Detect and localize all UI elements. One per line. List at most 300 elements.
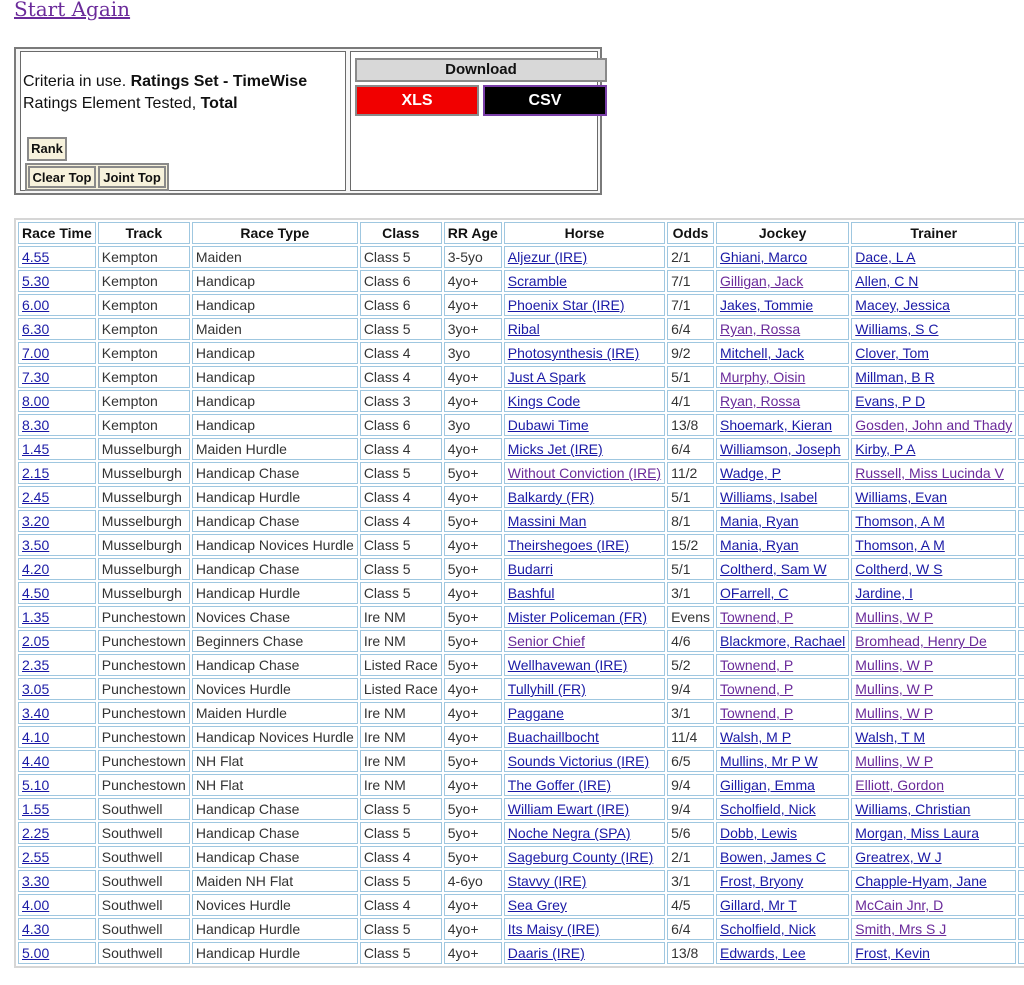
clear-top-button[interactable]: Clear Top [28, 166, 96, 188]
horse-cell [504, 798, 665, 820]
table-row [18, 294, 1024, 316]
trainer-cell [851, 390, 1016, 412]
race-time-link[interactable]: 6.30 [22, 321, 50, 337]
table-row [18, 702, 1024, 724]
class-cell: Class 5 [360, 534, 442, 556]
trainer-cell [851, 918, 1016, 940]
trainer-cell [851, 654, 1016, 676]
type-cell: Novices Chase [192, 606, 358, 628]
rank-button[interactable]: Rank [27, 137, 67, 161]
odds-cell: 5/6 [667, 822, 714, 844]
race-time-link[interactable]: 2.35 [22, 657, 50, 673]
jockey-link[interactable]: OFarrell, C [720, 585, 789, 601]
trainer-cell [851, 342, 1016, 364]
jockey-link[interactable]: Townend, P [720, 609, 794, 625]
trainer-link[interactable]: Chapple-Hyam, Jane [855, 873, 987, 889]
horse-cell [504, 318, 665, 340]
trainer-link[interactable]: Dace, L A [855, 249, 916, 265]
odds-cell: 6/5 [667, 750, 714, 772]
race-time-link[interactable]: 1.45 [22, 441, 50, 457]
time-cell [18, 822, 96, 844]
horse-link[interactable]: Sageburg County (IRE) [507, 849, 654, 865]
trainer-link[interactable]: Williams, S C [855, 321, 939, 337]
race-time-link[interactable]: 4.10 [22, 729, 50, 745]
horse-link[interactable]: Sea Grey [507, 897, 567, 913]
jockey-link[interactable]: Townend, P [720, 705, 794, 721]
horse-link[interactable]: Sounds Victorius (IRE) [507, 753, 650, 769]
track-cell: Punchestown [98, 654, 190, 676]
jockey-link[interactable]: Ghiani, Marco [720, 249, 808, 265]
race-time-link[interactable]: 8.30 [22, 417, 50, 433]
class-cell: Ire NM [360, 726, 442, 748]
jockey-cell [716, 510, 849, 532]
trainer-link[interactable]: Macey, Jessica [855, 297, 950, 313]
joint-top-button[interactable]: Joint Top [98, 166, 166, 188]
time-cell [18, 918, 96, 940]
horse-link[interactable]: Balkardy (FR) [507, 489, 595, 505]
track-cell: Kempton [98, 366, 190, 388]
jockey-link[interactable]: Jakes, Tommie [720, 297, 814, 313]
top-buttons-group [25, 163, 169, 191]
odds-cell: 5/1 [667, 486, 714, 508]
trainer-cell [851, 294, 1016, 316]
odds-cell: 9/4 [667, 774, 714, 796]
trainer-cell [851, 822, 1016, 844]
track-cell: Punchestown [98, 774, 190, 796]
trainer-link[interactable]: Bromhead, Henry De [855, 633, 987, 649]
trainer-link[interactable]: Allen, C N [855, 273, 919, 289]
jockey-link[interactable]: Ryan, Rossa [720, 393, 801, 409]
horse-cell [504, 894, 665, 916]
horse-cell [504, 342, 665, 364]
jockey-link[interactable]: Mania, Ryan [720, 537, 799, 553]
class-cell: Class 4 [360, 894, 442, 916]
horse-link[interactable]: Its Maisy (IRE) [507, 921, 600, 937]
race-time-link[interactable]: 4.40 [22, 753, 50, 769]
horse-link[interactable]: Noche Negra (SPA) [507, 825, 631, 841]
criteria-label: Criteria in use. [23, 73, 131, 90]
trainer-cell [851, 414, 1016, 436]
track-cell: Musselburgh [98, 438, 190, 460]
overflow-cell [1018, 798, 1024, 820]
time-cell [18, 486, 96, 508]
odds-cell: 9/4 [667, 798, 714, 820]
trainer-link[interactable]: Mullins, W P [855, 753, 934, 769]
trainer-link[interactable]: Morgan, Miss Laura [855, 825, 979, 841]
track-cell: Southwell [98, 798, 190, 820]
time-cell [18, 558, 96, 580]
table-row [18, 750, 1024, 772]
race-time-link[interactable]: 2.45 [22, 489, 50, 505]
horse-cell [504, 846, 665, 868]
trainer-cell [851, 582, 1016, 604]
class-cell: Class 5 [360, 246, 442, 268]
age-cell: 5yo+ [444, 822, 502, 844]
age-cell: 5yo+ [444, 510, 502, 532]
jockey-link[interactable]: Shoemark, Kieran [720, 417, 833, 433]
table-row [18, 630, 1024, 652]
criteria-info [20, 51, 346, 191]
jockey-link[interactable]: Walsh, M P [720, 729, 792, 745]
horse-link[interactable]: Phoenix Star (IRE) [507, 297, 625, 313]
horse-cell [504, 270, 665, 292]
type-cell: Handicap [192, 366, 358, 388]
horse-link[interactable]: Scramble [507, 273, 567, 289]
jockey-cell [716, 678, 849, 700]
track-cell: Musselburgh [98, 558, 190, 580]
horse-cell [504, 510, 665, 532]
trainer-cell [851, 702, 1016, 724]
overflow-cell [1018, 582, 1024, 604]
horse-cell [504, 366, 665, 388]
horse-cell [504, 918, 665, 940]
table-row [18, 414, 1024, 436]
trainer-cell [851, 510, 1016, 532]
overflow-cell [1018, 534, 1024, 556]
type-cell: Maiden Hurdle [192, 702, 358, 724]
table-row [18, 918, 1024, 940]
race-time-link[interactable]: 4.55 [22, 249, 50, 265]
start-again-link[interactable]: Start Again [14, 0, 131, 21]
horse-link[interactable]: The Goffer (IRE) [507, 777, 612, 793]
race-time-link[interactable]: 3.30 [22, 873, 50, 889]
element-label: Ratings Element Tested, [23, 95, 201, 112]
results-table-container [14, 218, 1024, 968]
type-cell: NH Flat [192, 774, 358, 796]
trainer-cell [851, 774, 1016, 796]
jockey-link[interactable]: Townend, P [720, 657, 794, 673]
overflow-cell [1018, 726, 1024, 748]
horse-link[interactable]: Just A Spark [507, 369, 586, 385]
age-cell: 4yo+ [444, 894, 502, 916]
class-cell: Ire NM [360, 774, 442, 796]
jockey-link[interactable]: Mania, Ryan [720, 513, 799, 529]
class-cell: Class 6 [360, 414, 442, 436]
horse-link[interactable]: Ribal [507, 321, 540, 337]
race-time-link[interactable]: 3.05 [22, 681, 50, 697]
class-cell: Class 5 [360, 582, 442, 604]
table-row [18, 462, 1024, 484]
trainer-cell [851, 606, 1016, 628]
horse-link[interactable]: Theirshegoes (IRE) [507, 537, 630, 553]
table-row [18, 870, 1024, 892]
odds-cell: 13/8 [667, 942, 714, 964]
time-cell [18, 390, 96, 412]
jockey-cell [716, 294, 849, 316]
trainer-link[interactable]: Kirby, P A [855, 441, 916, 457]
horse-link[interactable]: Stavvy (IRE) [507, 873, 587, 889]
trainer-link[interactable]: Frost, Kevin [855, 945, 930, 961]
horse-cell [504, 678, 665, 700]
horse-link[interactable]: Without Conviction (IRE) [507, 465, 662, 481]
race-time-link[interactable]: 2.55 [22, 849, 50, 865]
trainer-link[interactable]: Walsh, T M [855, 729, 926, 745]
age-cell: 5yo+ [444, 462, 502, 484]
age-cell: 4yo+ [444, 438, 502, 460]
race-time-link[interactable]: 8.00 [22, 393, 50, 409]
trainer-link[interactable]: Jardine, I [855, 585, 913, 601]
trainer-link[interactable]: Williams, Christian [855, 801, 971, 817]
track-cell: Southwell [98, 846, 190, 868]
horse-link[interactable]: Dubawi Time [507, 417, 589, 433]
table-row [18, 846, 1024, 868]
time-cell [18, 438, 96, 460]
horse-link[interactable]: Massini Man [507, 513, 587, 529]
track-cell: Punchestown [98, 678, 190, 700]
jockey-cell [716, 702, 849, 724]
table-row [18, 486, 1024, 508]
race-time-link[interactable]: 4.20 [22, 561, 50, 577]
age-cell: 5yo+ [444, 798, 502, 820]
track-cell: Southwell [98, 870, 190, 892]
type-cell: Handicap Hurdle [192, 942, 358, 964]
horse-cell [504, 870, 665, 892]
trainer-cell [851, 246, 1016, 268]
results-table [16, 220, 1024, 966]
race-time-link[interactable]: 5.30 [22, 273, 50, 289]
trainer-link[interactable]: Mullins, W P [855, 657, 934, 673]
table-row [18, 558, 1024, 580]
overflow-cell [1018, 246, 1024, 268]
jockey-link[interactable]: Coltherd, Sam W [720, 561, 827, 577]
table-header-row [18, 222, 1024, 244]
age-cell: 4yo+ [444, 582, 502, 604]
trainer-cell [851, 318, 1016, 340]
trainer-link[interactable]: Mullins, W P [855, 705, 934, 721]
jockey-link[interactable]: Mullins, Mr P W [720, 753, 818, 769]
horse-link[interactable]: Kings Code [507, 393, 581, 409]
horse-link[interactable]: Photosynthesis (IRE) [507, 345, 640, 361]
trainer-cell [851, 846, 1016, 868]
race-time-link[interactable]: 4.30 [22, 921, 50, 937]
jockey-cell [716, 390, 849, 412]
track-cell: Southwell [98, 822, 190, 844]
horse-cell [504, 774, 665, 796]
race-time-link[interactable]: 3.40 [22, 705, 50, 721]
horse-cell [504, 534, 665, 556]
odds-cell: 8/1 [667, 510, 714, 532]
type-cell: Handicap Chase [192, 654, 358, 676]
table-row [18, 582, 1024, 604]
class-cell: Class 5 [360, 318, 442, 340]
type-cell: Handicap [192, 342, 358, 364]
trainer-link[interactable]: Smith, Mrs S J [855, 921, 947, 937]
track-cell: Kempton [98, 390, 190, 412]
trainer-link[interactable]: Coltherd, W S [855, 561, 943, 577]
race-time-link[interactable]: 6.00 [22, 297, 50, 313]
trainer-cell [851, 942, 1016, 964]
race-time-link[interactable]: 1.35 [22, 609, 50, 625]
age-cell: 4yo+ [444, 390, 502, 412]
jockey-link[interactable]: Frost, Bryony [720, 873, 804, 889]
type-cell: Handicap Chase [192, 462, 358, 484]
age-cell: 4yo+ [444, 270, 502, 292]
race-time-link[interactable]: 3.50 [22, 537, 50, 553]
type-cell: Handicap Chase [192, 510, 358, 532]
jockey-link[interactable]: Murphy, Oisin [720, 369, 806, 385]
class-cell: Ire NM [360, 606, 442, 628]
jockey-cell [716, 606, 849, 628]
column-header: Class [360, 222, 442, 244]
age-cell: 4yo+ [444, 294, 502, 316]
time-cell [18, 894, 96, 916]
race-time-link[interactable]: 2.05 [22, 633, 50, 649]
overflow-cell [1018, 918, 1024, 940]
trainer-link[interactable]: Gosden, John and Thady [855, 417, 1013, 433]
type-cell: Handicap Hurdle [192, 918, 358, 940]
jockey-link[interactable]: Mitchell, Jack [720, 345, 805, 361]
jockey-cell [716, 894, 849, 916]
download-xls-button[interactable]: XLS [355, 85, 479, 116]
race-time-link[interactable]: 7.30 [22, 369, 50, 385]
type-cell: Maiden [192, 318, 358, 340]
race-time-link[interactable]: 1.55 [22, 801, 50, 817]
overflow-cell [1018, 822, 1024, 844]
trainer-link[interactable]: Clover, Tom [855, 345, 929, 361]
type-cell: Beginners Chase [192, 630, 358, 652]
trainer-link[interactable]: Greatrex, W J [855, 849, 942, 865]
overflow-cell [1018, 390, 1024, 412]
horse-link[interactable]: Aljezur (IRE) [507, 249, 588, 265]
race-time-link[interactable]: 4.50 [22, 585, 50, 601]
overflow-cell [1018, 438, 1024, 460]
track-cell: Punchestown [98, 606, 190, 628]
track-cell: Punchestown [98, 630, 190, 652]
table-row [18, 534, 1024, 556]
horse-cell [504, 726, 665, 748]
trainer-link[interactable]: Mullins, W P [855, 609, 934, 625]
overflow-cell [1018, 774, 1024, 796]
race-time-link[interactable]: 7.00 [22, 345, 50, 361]
type-cell: Handicap [192, 294, 358, 316]
horse-link[interactable]: Wellhavewan (IRE) [507, 657, 628, 673]
column-header: Track [98, 222, 190, 244]
horse-cell [504, 486, 665, 508]
trainer-link[interactable]: Russell, Miss Lucinda V [855, 465, 1004, 481]
jockey-link[interactable]: Scholfield, Nick [720, 801, 816, 817]
jockey-link[interactable]: Edwards, Lee [720, 945, 806, 961]
jockey-link[interactable]: Scholfield, Nick [720, 921, 816, 937]
race-time-link[interactable]: 5.10 [22, 777, 50, 793]
odds-cell: 2/1 [667, 246, 714, 268]
type-cell: NH Flat [192, 750, 358, 772]
horse-link[interactable]: Buachaillbocht [507, 729, 599, 745]
odds-cell: 13/8 [667, 414, 714, 436]
age-cell: 4yo+ [444, 774, 502, 796]
horse-link[interactable]: Budarri [507, 561, 553, 577]
class-cell: Class 4 [360, 510, 442, 532]
age-cell: 3yo [444, 342, 502, 364]
trainer-link[interactable]: Evans, P D [855, 393, 926, 409]
age-cell: 5yo+ [444, 606, 502, 628]
track-cell: Kempton [98, 294, 190, 316]
time-cell [18, 942, 96, 964]
track-cell: Southwell [98, 918, 190, 940]
time-cell [18, 294, 96, 316]
odds-cell: 11/2 [667, 462, 714, 484]
jockey-link[interactable]: Bowen, James C [720, 849, 826, 865]
jockey-link[interactable]: Townend, P [720, 681, 794, 697]
horse-cell [504, 462, 665, 484]
race-time-link[interactable]: 5.00 [22, 945, 50, 961]
horse-link[interactable]: Daaris (IRE) [507, 945, 585, 961]
horse-link[interactable]: Senior Chief [507, 633, 585, 649]
element-value: Total [200, 95, 238, 112]
time-cell [18, 798, 96, 820]
overflow-cell [1018, 486, 1024, 508]
trainer-link[interactable]: Mullins, W P [855, 681, 934, 697]
time-cell [18, 678, 96, 700]
jockey-link[interactable]: Gilligan, Emma [720, 777, 815, 793]
trainer-link[interactable]: Millman, B R [855, 369, 935, 385]
age-cell: 4yo+ [444, 678, 502, 700]
race-time-link[interactable]: 4.00 [22, 897, 50, 913]
download-csv-button[interactable]: CSV [483, 85, 607, 116]
horse-link[interactable]: Mister Policeman (FR) [507, 609, 648, 625]
age-cell: 3yo+ [444, 318, 502, 340]
horse-link[interactable]: Tullyhill (FR) [507, 681, 586, 697]
jockey-link[interactable]: Dobb, Lewis [720, 825, 798, 841]
jockey-link[interactable]: Gillard, Mr T [720, 897, 797, 913]
overflow-cell [1018, 894, 1024, 916]
jockey-cell [716, 462, 849, 484]
horse-cell [504, 558, 665, 580]
trainer-link[interactable]: McCain Jnr, D [855, 897, 944, 913]
odds-cell: 3/1 [667, 702, 714, 724]
horse-cell [504, 942, 665, 964]
column-header: Horse [504, 222, 665, 244]
horse-link[interactable]: William Ewart (IRE) [507, 801, 630, 817]
race-time-link[interactable]: 3.20 [22, 513, 50, 529]
trainer-link[interactable]: Elliott, Gordon [855, 777, 944, 793]
jockey-link[interactable]: Blackmore, Rachael [720, 633, 846, 649]
type-cell: Handicap Chase [192, 798, 358, 820]
time-cell [18, 462, 96, 484]
time-cell [18, 726, 96, 748]
horse-link[interactable]: Paggane [507, 705, 564, 721]
jockey-link[interactable]: Williamson, Joseph [720, 441, 841, 457]
horse-cell [504, 654, 665, 676]
horse-cell [504, 414, 665, 436]
odds-cell: 11/4 [667, 726, 714, 748]
trainer-link[interactable]: Williams, Evan [855, 489, 948, 505]
type-cell: Handicap Hurdle [192, 582, 358, 604]
jockey-link[interactable]: Ryan, Rossa [720, 321, 801, 337]
horse-link[interactable]: Bashful [507, 585, 555, 601]
overflow-cell [1018, 342, 1024, 364]
trainer-cell [851, 750, 1016, 772]
table-row [18, 678, 1024, 700]
jockey-cell [716, 630, 849, 652]
trainer-link[interactable]: Thomson, A M [855, 513, 945, 529]
jockey-link[interactable]: Wadge, P [720, 465, 781, 481]
odds-cell: 9/4 [667, 678, 714, 700]
jockey-link[interactable]: Williams, Isabel [720, 489, 818, 505]
overflow-cell [1018, 846, 1024, 868]
trainer-link[interactable]: Thomson, A M [855, 537, 945, 553]
class-cell: Class 5 [360, 918, 442, 940]
jockey-link[interactable]: Gilligan, Jack [720, 273, 804, 289]
criteria-panel [14, 47, 602, 195]
time-cell [18, 630, 96, 652]
time-cell [18, 774, 96, 796]
table-row [18, 270, 1024, 292]
horse-link[interactable]: Micks Jet (IRE) [507, 441, 603, 457]
race-time-link[interactable]: 2.15 [22, 465, 50, 481]
race-time-link[interactable]: 2.25 [22, 825, 50, 841]
jockey-cell [716, 558, 849, 580]
horse-cell [504, 750, 665, 772]
